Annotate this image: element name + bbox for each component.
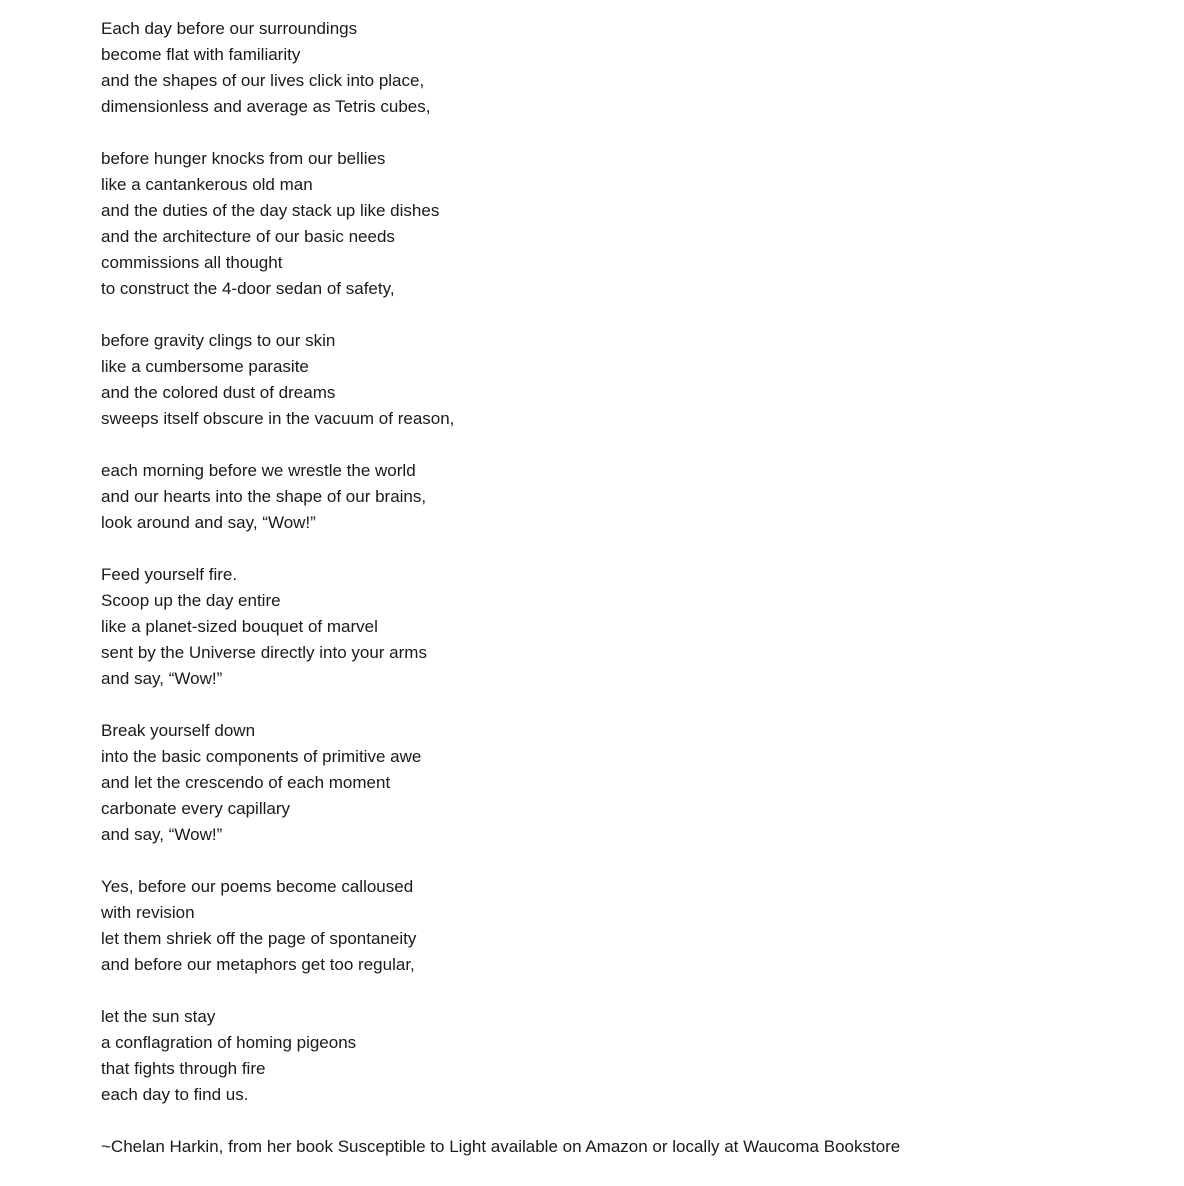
poem-line: like a planet-sized bouquet of marvel: [101, 617, 378, 636]
poem-attribution: ~Chelan Harkin, from her book Susceptible to Light available on Amazon or locally at Waucoma Bookstore: [101, 1137, 901, 1156]
poem-line: that fights through fire: [101, 1059, 266, 1078]
poem-line: like a cantankerous old man: [101, 175, 313, 194]
poem-line: Break yourself down: [101, 721, 256, 740]
poem-line: carbonate every capillary: [101, 799, 290, 818]
poem-line: and let the crescendo of each moment: [101, 773, 391, 792]
poem-line: look around and say, “Wow!”: [101, 513, 316, 532]
poem-line: Feed yourself fire.: [101, 565, 238, 584]
poem-line: to construct the 4-door sedan of safety,: [101, 279, 395, 298]
stanza-5: [101, 562, 1161, 692]
poem-line: dimensionless and average as Tetris cubes,: [101, 97, 431, 116]
stanza-4: [101, 458, 1161, 536]
poem-line: sweeps itself obscure in the vacuum of reason,: [101, 409, 455, 428]
poem-line: before hunger knocks from our bellies: [101, 149, 386, 168]
poem-line: a conflagration of homing pigeons: [101, 1033, 357, 1052]
poem-line: with revision: [101, 903, 195, 922]
poem-line: and the colored dust of dreams: [101, 383, 336, 402]
poem-line: and say, “Wow!”: [101, 825, 223, 844]
poem-line: into the basic components of primitive awe: [101, 747, 422, 766]
stanza-6: [101, 718, 1161, 848]
poem-line: let the sun stay: [101, 1007, 216, 1026]
poem-line: each day to find us.: [101, 1085, 249, 1104]
poem-line: become flat with familiarity: [101, 45, 301, 64]
poem-line: Scoop up the day entire: [101, 591, 281, 610]
poem-line: and the shapes of our lives click into place,: [101, 71, 425, 90]
stanza-2: [101, 146, 1161, 302]
poem-line: let them shriek off the page of spontaneity: [101, 929, 417, 948]
poem-line: and our hearts into the shape of our brains,: [101, 487, 427, 506]
poem-line: and say, “Wow!”: [101, 669, 223, 688]
poem-line: each morning before we wrestle the world: [101, 461, 416, 480]
poem-line: like a cumbersome parasite: [101, 357, 309, 376]
stanza-3: [101, 328, 1161, 432]
stanza-8: [101, 1004, 1161, 1108]
poem-line: Yes, before our poems become calloused: [101, 877, 414, 896]
poem: [101, 16, 1161, 1160]
stanza-1: [101, 16, 1161, 120]
stanza-7: [101, 874, 1161, 978]
poem-line: and the architecture of our basic needs: [101, 227, 395, 246]
poem-line: and the duties of the day stack up like dishes: [101, 201, 440, 220]
poem-line: commissions all thought: [101, 253, 283, 272]
poem-line: sent by the Universe directly into your arms: [101, 643, 427, 662]
poem-line: and before our metaphors get too regular,: [101, 955, 415, 974]
poem-line: Each day before our surroundings: [101, 19, 358, 38]
poem-line: before gravity clings to our skin: [101, 331, 336, 350]
